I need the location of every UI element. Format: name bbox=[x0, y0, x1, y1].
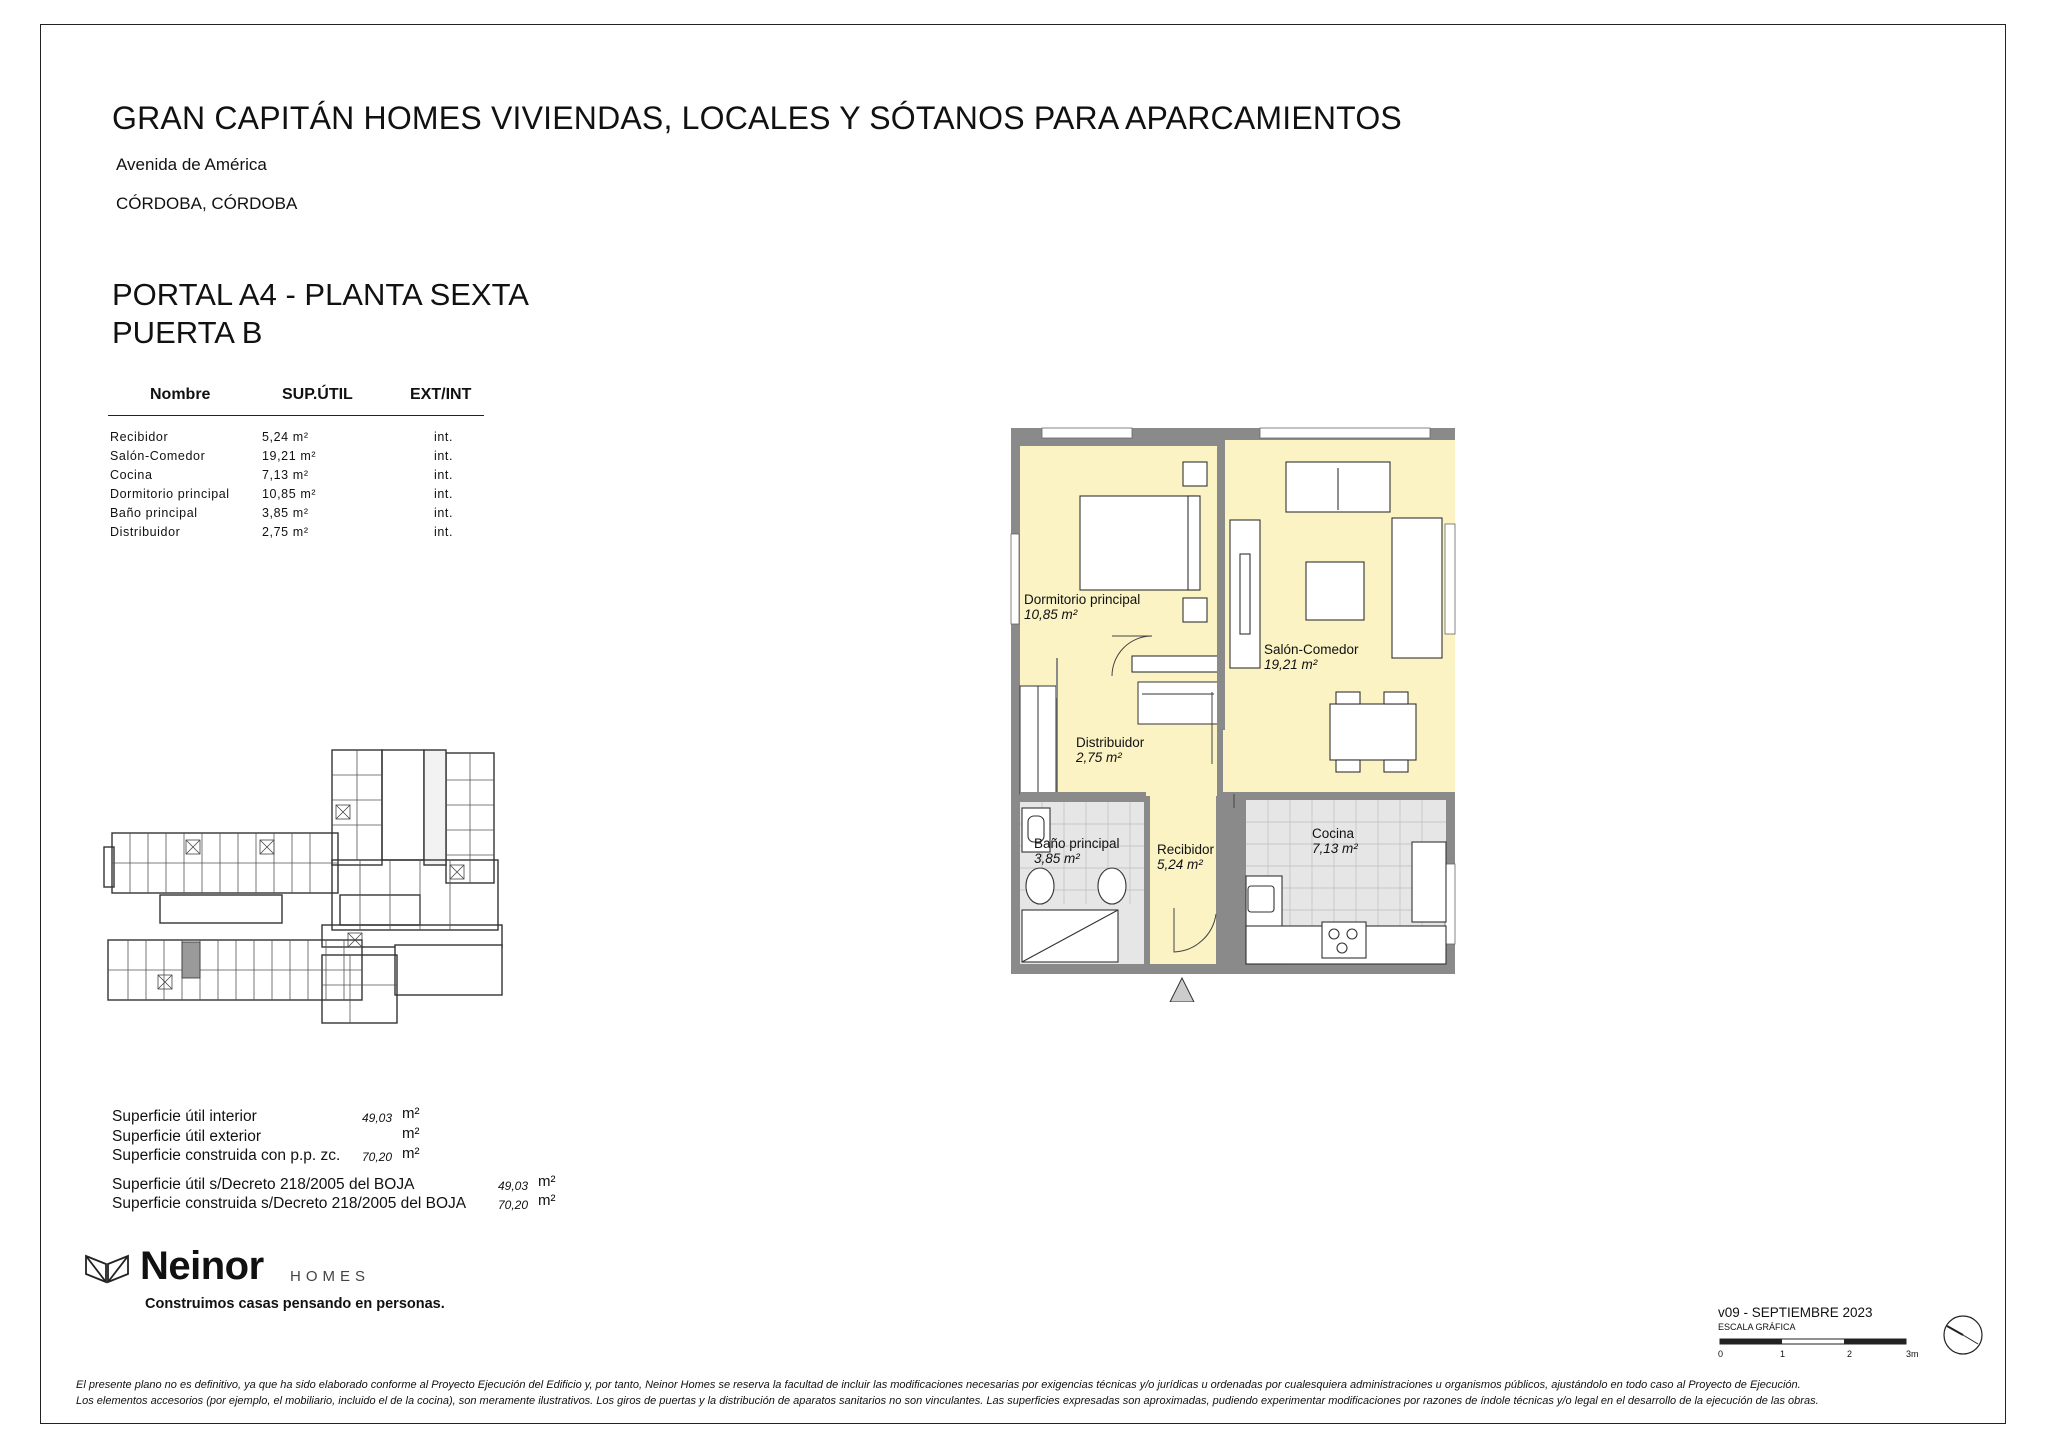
label-salon-name: Salón-Comedor bbox=[1264, 642, 1359, 657]
label-distribuidor bbox=[1076, 735, 1144, 765]
table-row bbox=[110, 504, 490, 523]
label-salon bbox=[1264, 642, 1359, 672]
room-recibidor bbox=[1150, 796, 1216, 964]
label-distribuidor-area: 2,75 m² bbox=[1076, 750, 1122, 765]
room-area: 5,24 m² bbox=[262, 430, 309, 444]
label-recibidor-name: Recibidor bbox=[1157, 842, 1215, 857]
label-dormitorio bbox=[1024, 592, 1140, 622]
label-bano-name: Baño principal bbox=[1034, 836, 1120, 851]
room-type: int. bbox=[434, 430, 454, 444]
floor-plan bbox=[1008, 424, 1460, 1002]
label-dormitorio-name: Dormitorio principal bbox=[1024, 592, 1141, 607]
label-distribuidor-name: Distribuidor bbox=[1076, 735, 1145, 750]
north-arrow-icon bbox=[1942, 1314, 1984, 1356]
scale-bar bbox=[1716, 1336, 1922, 1350]
label-cocina-area: 7,13 m² bbox=[1312, 841, 1358, 856]
neinor-logo-icon bbox=[84, 1252, 132, 1284]
label-recibidor-area: 5,24 m² bbox=[1157, 857, 1203, 872]
disclaimer bbox=[76, 1378, 1986, 1409]
double-bed bbox=[1080, 496, 1198, 590]
room-area: 2,75 m² bbox=[262, 525, 309, 539]
room-type: int. bbox=[434, 449, 454, 463]
room-area: 10,85 m² bbox=[262, 487, 317, 501]
fridge bbox=[1412, 842, 1446, 922]
disclaimer-line: Los elementos accesorios (por ejemplo, el mobiliario, incluido el de la cocina), son meramente ilustrativos. Los giros de puertas y la distribución de aparatos sanitarios no son vinculantes. Las superficies expresadas son aproximadas, pudiendo experimentar modificaciones por razones de índole técnicas y/o legal en el desarrollo de la ejecución de las obras. bbox=[76, 1394, 1819, 1407]
header-nombre: Nombre bbox=[150, 386, 211, 403]
room-name: Baño principal bbox=[110, 506, 198, 520]
version-label: v09 - SEPTIEMBRE 2023 bbox=[1718, 1305, 1873, 1320]
scale-tick: 1 bbox=[1780, 1349, 1786, 1359]
surface-label: Superficie útil exterior bbox=[112, 1128, 262, 1145]
surface-value: 70,20 bbox=[361, 1150, 392, 1164]
surface-label: Superficie construida con p.p. zc. bbox=[112, 1147, 341, 1164]
room-name: Cocina bbox=[110, 468, 153, 482]
table-divider bbox=[108, 415, 484, 416]
label-salon-area: 19,21 m² bbox=[1264, 657, 1318, 672]
bedroom-bench bbox=[1132, 656, 1218, 672]
label-dormitorio-area: 10,85 m² bbox=[1024, 607, 1078, 622]
table-body bbox=[110, 428, 490, 542]
key-plan bbox=[100, 745, 520, 1030]
room-type: int. bbox=[434, 468, 454, 482]
sofa-side bbox=[1392, 518, 1442, 658]
toilet bbox=[1026, 868, 1054, 904]
room-distribuidor bbox=[1058, 658, 1217, 796]
table-row bbox=[110, 466, 490, 485]
label-recibidor bbox=[1157, 842, 1214, 872]
surface-unit: m² bbox=[402, 1105, 420, 1122]
street-address: Avenida de América bbox=[116, 155, 267, 174]
table-row bbox=[110, 523, 490, 542]
entrance-marker bbox=[1170, 978, 1194, 1002]
label-cocina-name: Cocina bbox=[1312, 826, 1355, 841]
surface-unit: m² bbox=[538, 1173, 556, 1190]
surface-label: Superficie útil interior bbox=[112, 1108, 257, 1125]
coffee-table bbox=[1306, 562, 1364, 620]
scale-tick: 2 bbox=[1847, 1349, 1853, 1359]
room-type: int. bbox=[434, 506, 454, 520]
room-area: 3,85 m² bbox=[262, 506, 309, 520]
scale-label: ESCALA GRÁFICA bbox=[1718, 1322, 1796, 1332]
brand-sub: HOMES bbox=[290, 1268, 371, 1285]
room-area: 19,21 m² bbox=[262, 449, 317, 463]
room-name: Recibidor bbox=[110, 430, 169, 444]
city: CÓRDOBA, CÓRDOBA bbox=[116, 194, 298, 213]
portal-floor: PORTAL A4 - PLANTA SEXTA bbox=[112, 277, 529, 312]
label-bano bbox=[1034, 836, 1120, 866]
header-ext-int: EXT/INT bbox=[410, 386, 472, 403]
surface-value: 49,03 bbox=[361, 1111, 392, 1125]
surface-label: Superficie útil s/Decreto 218/2005 del BOJA bbox=[112, 1176, 415, 1193]
scale-tick: 0 bbox=[1718, 1349, 1724, 1359]
label-cocina bbox=[1312, 826, 1358, 856]
surface-value: 49,03 bbox=[497, 1179, 528, 1193]
table-row bbox=[110, 428, 490, 447]
surface-value: 70,20 bbox=[497, 1198, 528, 1212]
header-sup-util: SUP.ÚTIL bbox=[282, 386, 353, 403]
table-row bbox=[110, 447, 490, 466]
surface-unit: m² bbox=[538, 1192, 556, 1209]
room-name: Salón-Comedor bbox=[110, 449, 206, 463]
room-area: 7,13 m² bbox=[262, 468, 309, 482]
room-type: int. bbox=[434, 487, 454, 501]
surface-label: Superficie construida s/Decreto 218/2005 del BOJA bbox=[112, 1195, 467, 1212]
table-row bbox=[110, 485, 490, 504]
project-title: GRAN CAPITÁN HOMES VIVIENDAS, LOCALES Y SÓTANOS PARA APARCAMIENTOS bbox=[112, 100, 1402, 136]
surface-unit: m² bbox=[402, 1125, 420, 1142]
room-name: Distribuidor bbox=[110, 525, 181, 539]
surface-unit: m² bbox=[402, 1145, 420, 1162]
highlighted-unit bbox=[182, 942, 200, 978]
brand-slogan: Construimos casas pensando en personas. bbox=[145, 1296, 445, 1312]
room-name: Dormitorio principal bbox=[110, 487, 230, 501]
door-label: PUERTA B bbox=[112, 315, 263, 350]
sink bbox=[1248, 886, 1274, 912]
nightstand bbox=[1183, 462, 1207, 486]
label-bano-area: 3,85 m² bbox=[1034, 851, 1080, 866]
disclaimer-line: El presente plano no es definitivo, ya que ha sido elaborado conforme al Proyecto Ejecución del Edificio y, por tanto, Neinor Homes se reserva la facultad de incluir las modificaciones necesarias por exigencias técnicas y/o jurídicas u ordenadas por cualesquiera administraciones u organismos públicos, ajustándolo en todo caso al Proyecto de Ejecución. bbox=[76, 1379, 1801, 1391]
nightstand bbox=[1183, 598, 1207, 622]
scale-tick: 3m bbox=[1906, 1349, 1919, 1359]
room-type: int. bbox=[434, 525, 454, 539]
bidet bbox=[1098, 868, 1126, 904]
dining-table bbox=[1330, 704, 1416, 760]
brand-name: Neinor bbox=[140, 1244, 264, 1288]
